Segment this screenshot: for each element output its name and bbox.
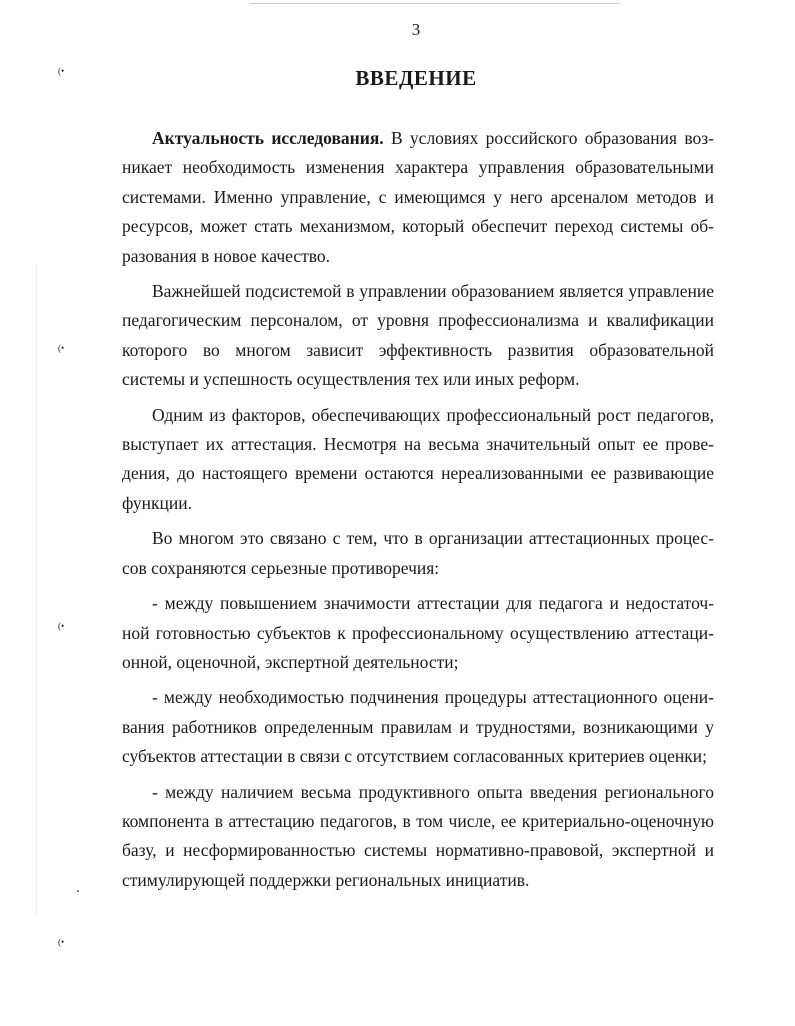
body-text bbox=[122, 124, 714, 901]
paragraph: Во многом это связано с тем, что в организации аттестационных процессов сохраняются серьезные противоречия: bbox=[122, 528, 714, 578]
binding-hole-mark: (• bbox=[58, 621, 65, 631]
paragraph: Важнейшей подсистемой в управлении образованием является управление педагогическим персоналом, от уровня профессионализма и квалификации которого во многом зависит эффективность развития образовательной системы и успешность осуществления тех или иных реформ. bbox=[122, 281, 714, 390]
paragraph-lead: Актуальность исследования. bbox=[152, 128, 384, 148]
binding-hole-mark: (• bbox=[58, 937, 65, 947]
binding-hole-mark: (• bbox=[58, 343, 65, 353]
paragraph-text: В условиях российского образования возникает необходимость изменения характера управления образовательными системами. Именно управление, с имеющимся у него арсеналом методов и ресурсов, может стать механизмом, который обеспечит переход системы образования в новое качество. bbox=[122, 128, 714, 266]
scan-speck bbox=[77, 890, 79, 892]
contradiction-item: - между необходимостью подчинения процедуры аттестационного оценивания работников определенным правилам и трудностями, возникающими у субъектов аттестации в связи с отсутствием согласованных критериев оценки; bbox=[122, 687, 714, 767]
page-number: 3 bbox=[411, 20, 421, 39]
scan-margin-line bbox=[36, 265, 37, 915]
top-edge-rule bbox=[250, 3, 620, 4]
paragraph: Одним из факторов, обеспечивающих профессиональный рост педагогов, выступает их аттестация. Несмотря на весьма значительный опыт ее проведения, до настоящего времени остаются нереализованными ее развивающие функции. bbox=[122, 404, 714, 513]
contradiction-item: - между наличием весьма продуктивного опыта введения регионального компонента в аттестацию педагогов, в том числе, ее критериально-оценочную базу, и несформированностью системы нормативно-правовой, экспертной и стимулирующей поддержки региональных инициатив. bbox=[122, 781, 714, 890]
contradiction-item: - между повышением значимости аттестации для педагога и недостаточной готовностью субъектов к профессиональному осуществлению аттестационной, оценочной, экспертной деятельности; bbox=[122, 593, 714, 672]
paragraph-relevance bbox=[122, 124, 714, 271]
binding-hole-mark: (• bbox=[58, 66, 65, 76]
section-title: ВВЕДЕНИЕ bbox=[355, 66, 477, 90]
